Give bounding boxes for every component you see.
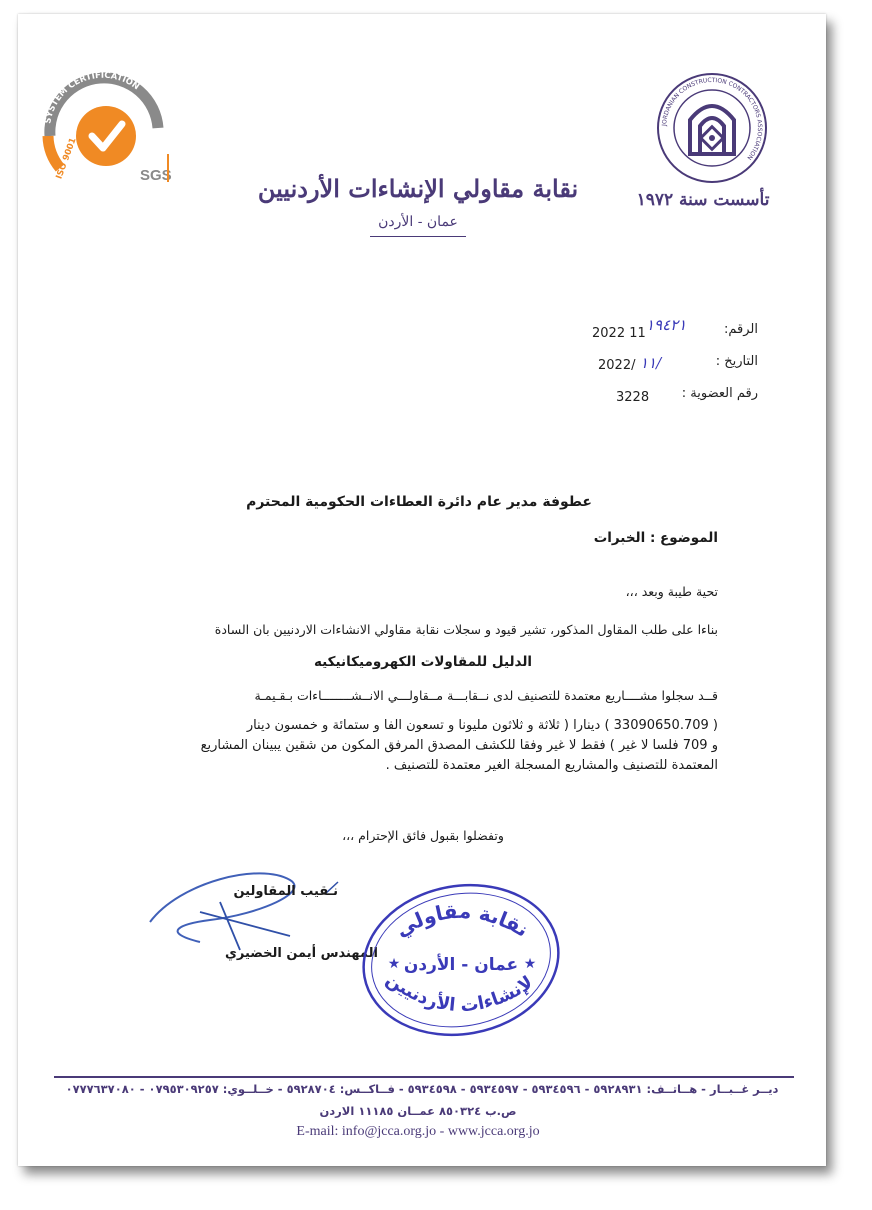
signature-icon bbox=[140, 862, 340, 952]
footer-divider bbox=[54, 1076, 794, 1078]
reference-handwritten: ١٩٤٢١ bbox=[646, 316, 687, 334]
footer-contact: ديــر غــبــار - هــاتــف: ٥٩٢٨٩٣١ - ٥٩٣٤٥٩٦ - ٥٩٣٤٥٩٧ - ٥٩٣٤٥٩٨ - فــاكــس: ٥٩٢٨٧٠٤ - خــلــوي: ٠٧٩٥٣٠٩٢٥٧ - ٠٧٧٧٦٣٧٠٨٠ bbox=[65, 1082, 779, 1096]
svg-text:نقابة مقاولي: نقابة مقاولي bbox=[391, 898, 533, 942]
iso-certification-logo bbox=[36, 70, 176, 182]
reference-value: 2022 11 bbox=[592, 326, 646, 341]
emblem-icon bbox=[654, 70, 770, 186]
footer-email-web[interactable]: E-mail: info@jcca.org.jo - www.jcca.org.jo bbox=[296, 1124, 540, 1139]
body-line-1: قــد سجلوا مشــــاريع معتمدة للتصنيف لدى نــقابـــة مــقاولـــي الانــشــــــــاءات بـقـيمـة bbox=[254, 688, 718, 703]
membership-label: رقم العضوية : bbox=[681, 386, 758, 401]
letter-page bbox=[18, 14, 826, 1166]
city-underline bbox=[370, 236, 466, 237]
svg-text:SGS: SGS bbox=[140, 167, 172, 182]
body-line-3: و 709 فلسا لا غير ) فقط لا غير وفقا للكشف المصدق المرفق المكون من شقين يبينان المشاريع bbox=[200, 738, 718, 753]
reference-label: الرقم: bbox=[724, 322, 758, 337]
body-line-4: المعتمدة للتصنيف والمشاريع المسجلة الغير معتمدة للتصنيف . bbox=[385, 758, 718, 773]
company-name: الدليل للمقاولات الكهروميكانيكيه bbox=[313, 654, 533, 670]
iso-badge-icon bbox=[36, 70, 176, 182]
svg-text:SYSTEM CERTIFICATION: SYSTEM CERTIFICATION bbox=[43, 70, 142, 125]
signatory-name: المهندس أيمن الخضيري bbox=[224, 946, 378, 961]
stamp-icon bbox=[358, 880, 564, 1040]
svg-text:★: ★ bbox=[523, 956, 537, 972]
svg-text:ISO 9001: ISO 9001 bbox=[54, 136, 79, 181]
svg-text:عمان - الأردن: عمان - الأردن bbox=[403, 955, 519, 975]
association-emblem bbox=[654, 70, 770, 186]
greeting-line: تحية طيبة وبعد ،،، bbox=[625, 584, 718, 599]
signatory-title: نـقيب المقاولين bbox=[233, 884, 338, 899]
date-label: التاريخ : bbox=[715, 354, 758, 369]
closing-line: وتفضلوا بقبول فائق الإحترام ،،، bbox=[342, 828, 504, 843]
handwritten-signature bbox=[140, 862, 340, 952]
membership-value: 3228 bbox=[616, 390, 650, 405]
svg-text:★: ★ bbox=[387, 956, 401, 972]
official-stamp bbox=[358, 880, 564, 1040]
footer-pobox: ص.ب ٨٥٠٣٢٤ عمــان ١١١٨٥ الاردن bbox=[319, 1104, 517, 1118]
svg-text:الإنشاءات الأردنيين: الإنشاءات الأردنيين bbox=[381, 968, 537, 1017]
svg-text:JORDANIAN CONSTRUCTION CONTRAC: JORDANIAN CONSTRUCTION CONTRACTORS ASSOCIATION bbox=[661, 76, 764, 161]
founded-year: تأسست سنة ١٩٧٢ bbox=[636, 190, 770, 210]
body-line-2: ( 33090650.709 ) دينارا ( ثلاثة و ثلاثون مليونا و تسعون الفا و ستمائة و خمسون دينار bbox=[246, 718, 718, 733]
organization-city: عمان - الأردن bbox=[378, 214, 458, 230]
date-value: 2022/ bbox=[598, 358, 636, 373]
date-handwritten: ١١/ bbox=[640, 354, 662, 372]
intro-line: بناءا على طلب المقاول المذكور، تشير قيود و سجلات نقابة مقاولي الانشاءات الاردنيين بان السادة bbox=[214, 622, 718, 637]
recipient-line: عطوفة مدير عام دائرة العطاءات الحكومية المحترم bbox=[246, 494, 592, 510]
subject-line: الموضوع : الخبرات bbox=[593, 530, 718, 546]
organization-name: نقابة مقاولي الإنشاءات الأردنيين bbox=[257, 174, 579, 203]
